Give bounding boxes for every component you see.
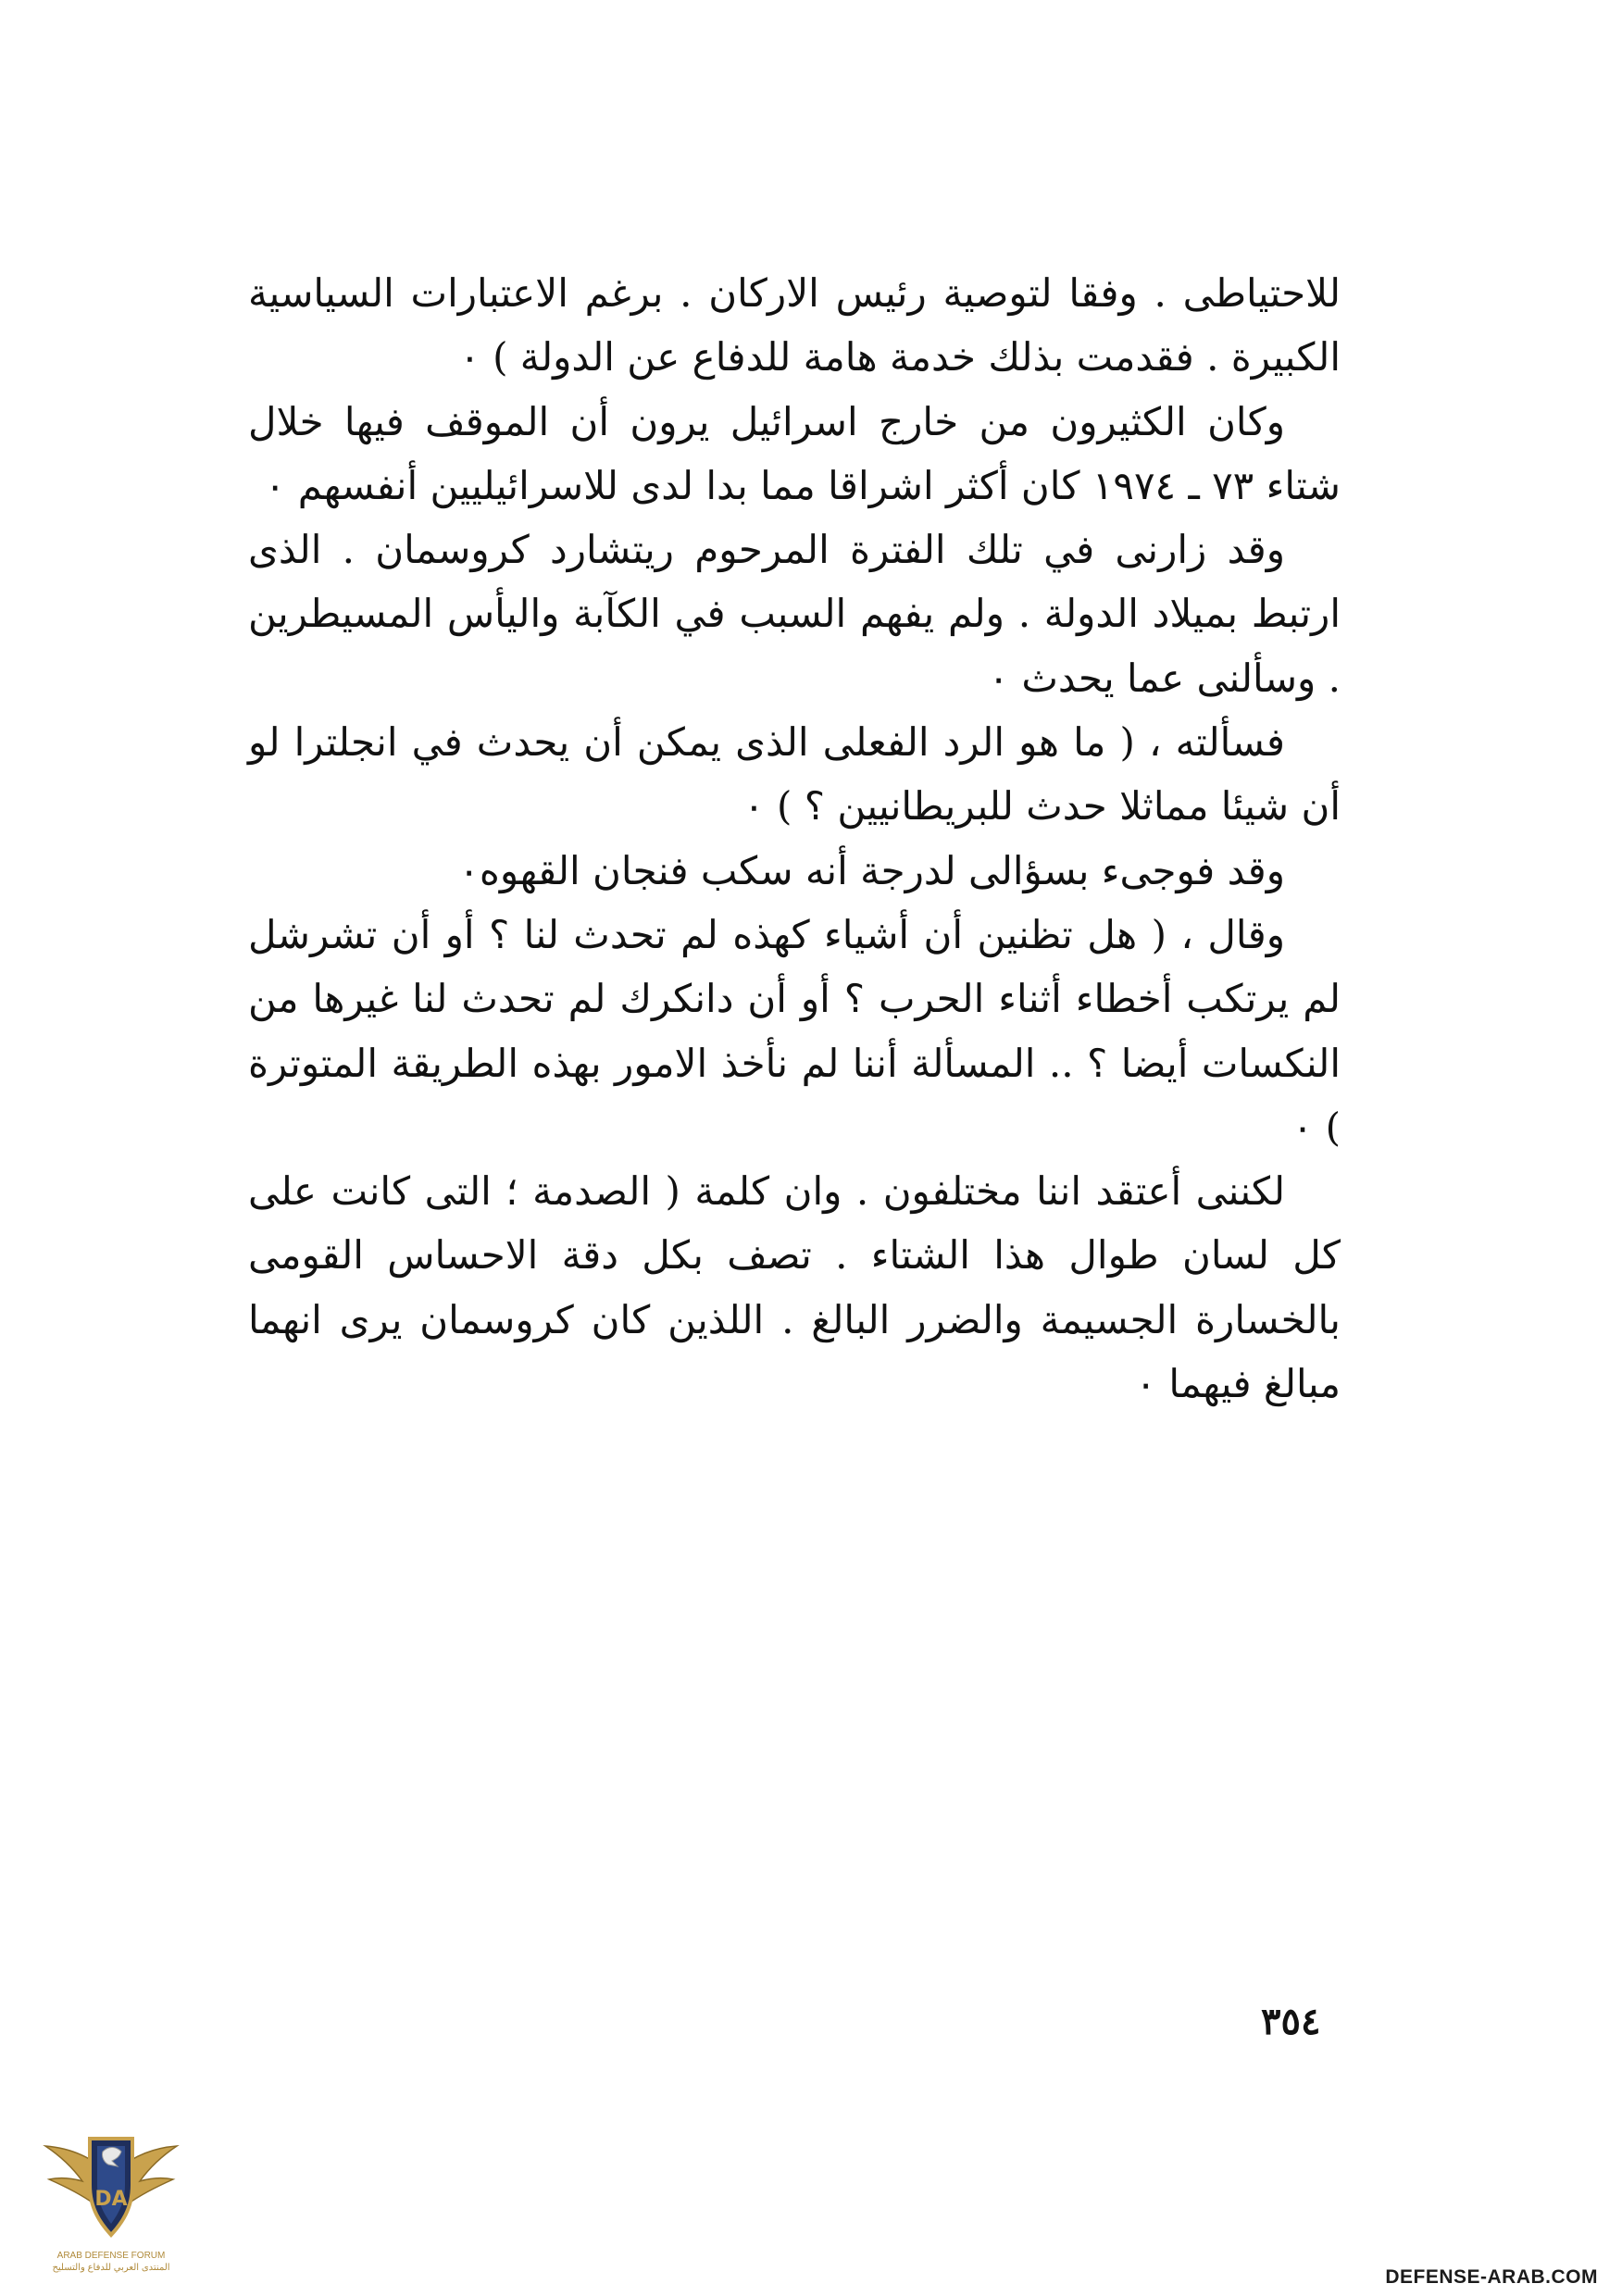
paragraph-1: للاحتياطى . وفقا لتوصية رئيس الاركان . برغم الاعتبارات السياسية الكبيرة . فقدمت بذلك خدمة هامة للدفاع عن الدولة ) ٠: [248, 270, 1341, 381]
paragraph-3: وقد زارنى في تلك الفترة المرحوم ريتشارد كروسمان . الذى ارتبط بميلاد الدولة . ولم يفهم السبب في الكآبة واليأس المسيطرين . وسألنى عما يحدث ٠: [248, 527, 1341, 701]
paragraph-2: وكان الكثيرون من خارج اسرائيل يرون أن الموقف فيها خلال شتاء ٧٣ ـ ١٩٧٤ كان أكثر اشراقا مما بدا لدى للاسرائيليين أنفسهم ٠: [248, 398, 1341, 508]
page-text: [248, 261, 1341, 1416]
paragraph-6: وقال ، ( هل تظنين أن أشياء كهذه لم تحدث لنا ؟ أو أن تشرشل لم يرتكب أخطاء أثناء الحرب ؟ أو أن دانكرك لم تحدث لنا غيرها من النكسات أيضا ؟ .. المسألة أننا لم نأخذ الامور بهذه الطريقة المتوترة ) ٠: [248, 911, 1341, 1150]
eagle-shield-icon: [42, 2120, 181, 2250]
paragraph-5: وقد فوجىء بسؤالى لدرجة أنه سكب فنجان القهوه٠: [458, 847, 1285, 893]
paragraph-7: لكننى أعتقد اننا مختلفون . وان كلمة ( الصدمة ؛ التى كانت على كل لسان طوال هذا الشتاء . تصف بكل دقة الاحساس القومى بالخسارة الجسيمة والضرر البالغ . اللذين كان كروسمان يرى انهما مبالغ فيهما ٠: [248, 1168, 1341, 1407]
logo-monogram: DA: [94, 2188, 128, 2211]
paragraph-4: فسألته ، ( ما هو الرد الفعلى الذى يمكن أن يحدث في انجلترا لو أن شيئا مماثلا حدث للبريطانيين ؟ ) ٠: [248, 719, 1341, 830]
logo-name-ar: المنتدى العربي للدفاع والتسليح: [52, 2263, 170, 2273]
logo-name-en: ARAB DEFENSE FORUM: [56, 2251, 166, 2261]
forum-logo: [28, 2120, 194, 2291]
site-watermark: DEFENSE-ARAB.COM: [1385, 2266, 1598, 2288]
page-number: ٣٥٤: [1261, 2000, 1321, 2043]
